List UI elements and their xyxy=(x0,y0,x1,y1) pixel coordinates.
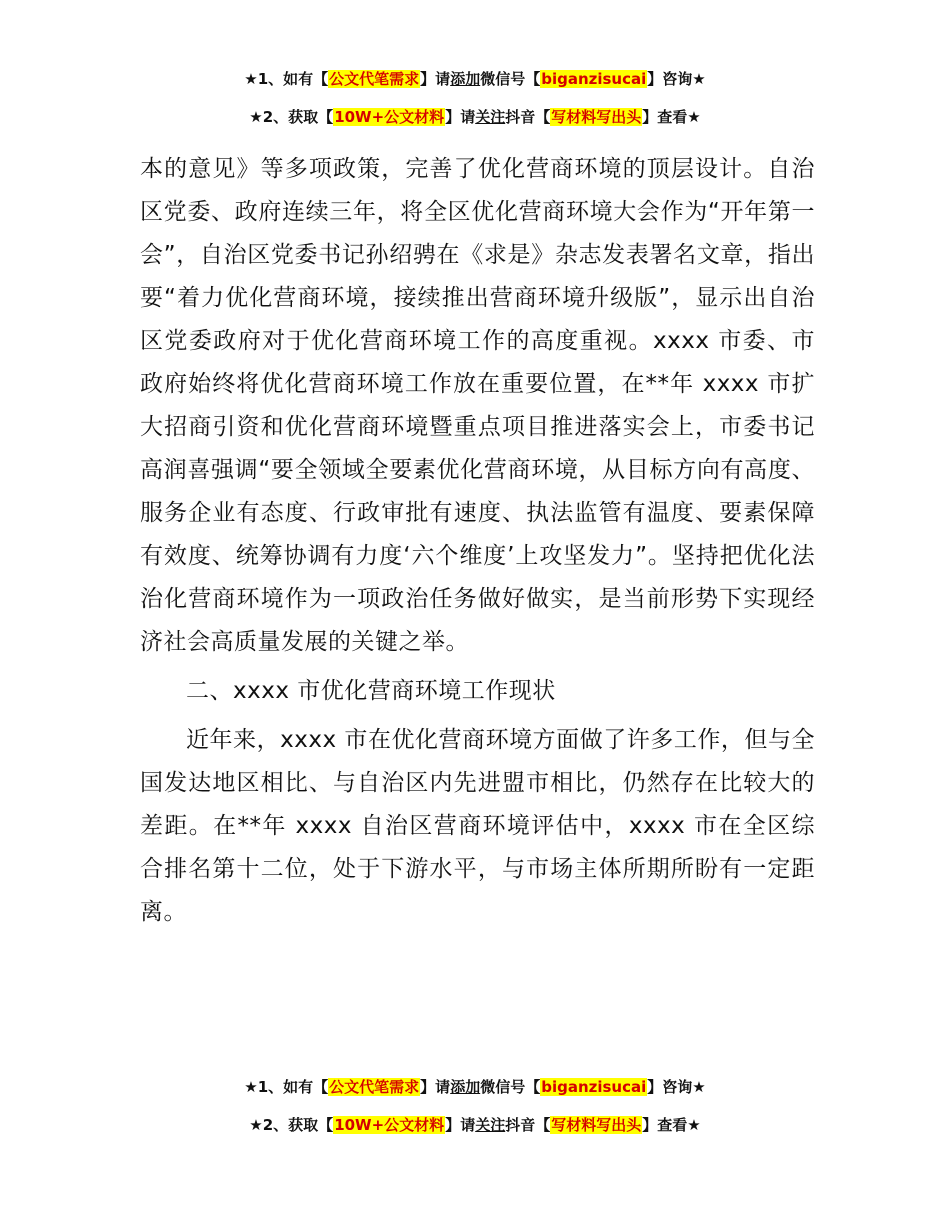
footer-line2-mid-1: 】请 xyxy=(445,1116,476,1134)
header-line2-mid-1: 】请 xyxy=(445,108,476,126)
header-line2-underlined: 关注 xyxy=(475,108,506,126)
footer-line1-mid-2: 微信号【 xyxy=(480,1078,541,1096)
header-line2-suffix: 】查看★ xyxy=(642,108,701,126)
header-line1-highlight-1: 公文代笔需求 xyxy=(329,70,420,88)
header-line2-mid-2: 抖音【 xyxy=(505,108,551,126)
header-line1-underlined: 添加 xyxy=(450,70,481,88)
footer-promo-line-1 xyxy=(0,1076,950,1098)
footer-line1-highlight-2: biganzisucai xyxy=(541,1078,647,1096)
footer-line2-highlight-1: 10W+公文材料 xyxy=(334,1116,445,1134)
header-line1-highlight-2: biganzisucai xyxy=(541,70,647,88)
footer-line1-highlight-1: 公文代笔需求 xyxy=(329,1078,420,1096)
header-promo-line-2 xyxy=(0,106,950,128)
footer-line1-suffix: 】咨询★ xyxy=(647,1078,706,1096)
footer-line1-underlined: 添加 xyxy=(450,1078,481,1096)
continued-paragraph: 本的意见》等多项政策，完善了优化营商环境的顶层设计。自治区党委、政府连续三年，将全区优化营商环境大会作为“开年第一会”，自治区党委书记孙绍骋在《求是》杂志发表署名文章，指出要“着力优化营商环境，接续推出营商环境升级版”，显示出自治区党委政府对于优化营商环境工作的高度重视。xxxx 市委、市政府始终将优化营商环境工作放在重要位置，在**年 xxxx 市扩大招商引资和优化营商环境暨重点项目推进落实会上，市委书记高润喜强调“要全领域全要素优化营商环境，从目标方向有高度、服务企业有态度、行政审批有速度、执法监管有温度、要素保障有效度、统筹协调有力度‘六个维度’上攻坚发力”。坚持把优化法治化营商环境作为一项政治任务做好做实，是当前形势下实现经济社会高质量发展的关键之举。 xyxy=(140,156,815,655)
footer-line2-prefix: ★2、获取【 xyxy=(249,1116,334,1134)
footer-line2-suffix: 】查看★ xyxy=(642,1116,701,1134)
document-body xyxy=(140,148,815,934)
footer-line2-mid-2: 抖音【 xyxy=(505,1116,551,1134)
header-line1-prefix: ★1、如有【 xyxy=(244,70,329,88)
header-line2-highlight-1: 10W+公文材料 xyxy=(334,108,445,126)
section-heading: 二、xxxx 市优化营商环境工作现状 xyxy=(186,678,556,704)
footer-promo-line-2 xyxy=(0,1114,950,1136)
footer-line1-mid-1: 】请 xyxy=(420,1078,451,1096)
header-line1-mid-2: 微信号【 xyxy=(480,70,541,88)
paragraph-2: 近年来，xxxx 市在优化营商环境方面做了许多工作，但与全国发达地区相比、与自治区内先进盟市相比，仍然存在比较大的差距。在**年 xxxx 自治区营商环境评估中，xxxx 市在全区综合排名第十二位，处于下游水平，与市场主体所期所盼有一定距离。 xyxy=(140,727,815,925)
header-line2-highlight-2: 写材料写出头 xyxy=(551,108,642,126)
header-line2-prefix: ★2、获取【 xyxy=(249,108,334,126)
header-promo-line-1 xyxy=(0,68,950,90)
header-line1-suffix: 】咨询★ xyxy=(647,70,706,88)
footer-line1-prefix: ★1、如有【 xyxy=(244,1078,329,1096)
footer-line2-underlined: 关注 xyxy=(475,1116,506,1134)
footer-line2-highlight-2: 写材料写出头 xyxy=(551,1116,642,1134)
header-line1-mid-1: 】请 xyxy=(420,70,451,88)
